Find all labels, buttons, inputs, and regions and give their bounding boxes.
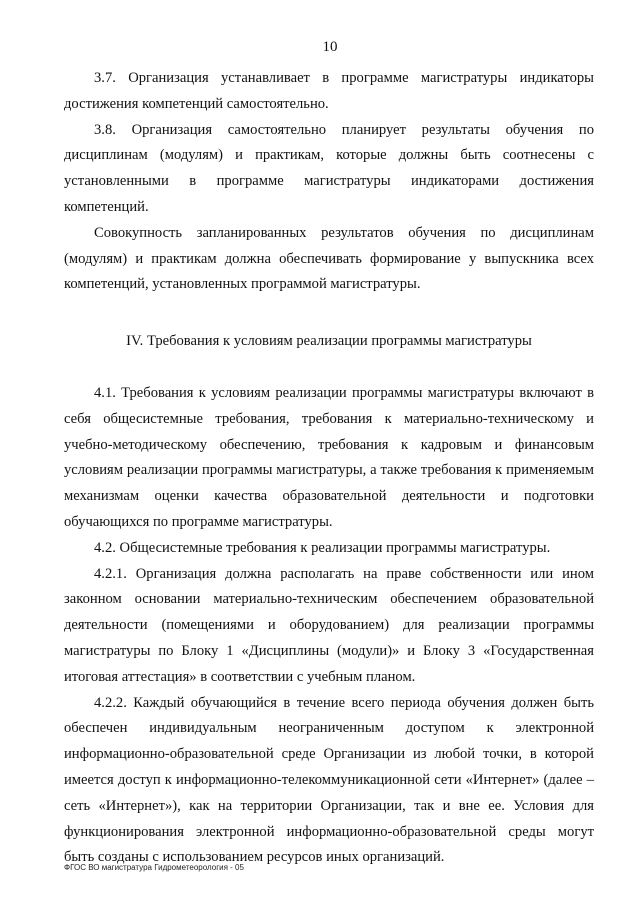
paragraph-3-7: 3.7. Организация устанавливает в программе магистратуры индикаторы достижения компетенций самостоятельно. (64, 70, 594, 112)
paragraph-4-1: 4.1. Требования к условиям реализации программы магистратуры включают в себя общесистемные требования, требования к материально-техническому и учебно-методическому обеспечению, требования к кадровым и финансовым условиям реализации программы магистратуры, а также требования к применяемым механизмам оценки качества образовательной деятельности и подготовки обучающихся по программе магистратуры. (64, 384, 594, 530)
document-body (64, 66, 594, 871)
paragraph-4-2-2: 4.2.2. Каждый обучающийся в течение всего периода обучения должен быть обеспечен индивидуальным неограниченным доступом к электронной информационно-образовательной среде Организации из любой точки, в которой имеется доступ к информационно-телекоммуникационной сети «Интернет» (далее – сеть «Интернет»), как на территории Организации, так и вне ее. Условия для функционирования электронной информационно-образовательной среды могут быть созданы с использованием ресурсов иных организаций. (64, 694, 594, 866)
page-number: 10 (322, 39, 338, 55)
paragraph-4-2-1: 4.2.1. Организация должна располагать на праве собственности или ином законном основании материально-техническим обеспечением образовательной деятельности (помещениями и оборудованием) для реализации программы магистратуры по Блоку 1 «Дисциплины (модули)» и Блоку 3 «Государственная итоговая аттестация» в соответствии с учебным планом. (64, 565, 594, 685)
paragraph-3-8: 3.8. Организация самостоятельно планирует результаты обучения по дисциплинам (модулям) и практикам, которые должны быть соотнесены с установленными в программе магистратуры индикаторами достижения компетенций. (64, 121, 594, 215)
document-footer: ФГОС ВО магистратура Гидрометеорология - 05 (64, 863, 244, 872)
section-heading: IV. Требования к условиям реализации программы магистратуры (126, 333, 532, 350)
paragraph-learning-results: Совокупность запланированных результатов обучения по дисциплинам (модулям) и практикам должна обеспечивать формирование у выпускника всех компетенций, установленных программой магистратуры. (64, 224, 594, 293)
paragraph-4-2: 4.2. Общесистемные требования к реализации программы магистратуры. (94, 539, 551, 556)
